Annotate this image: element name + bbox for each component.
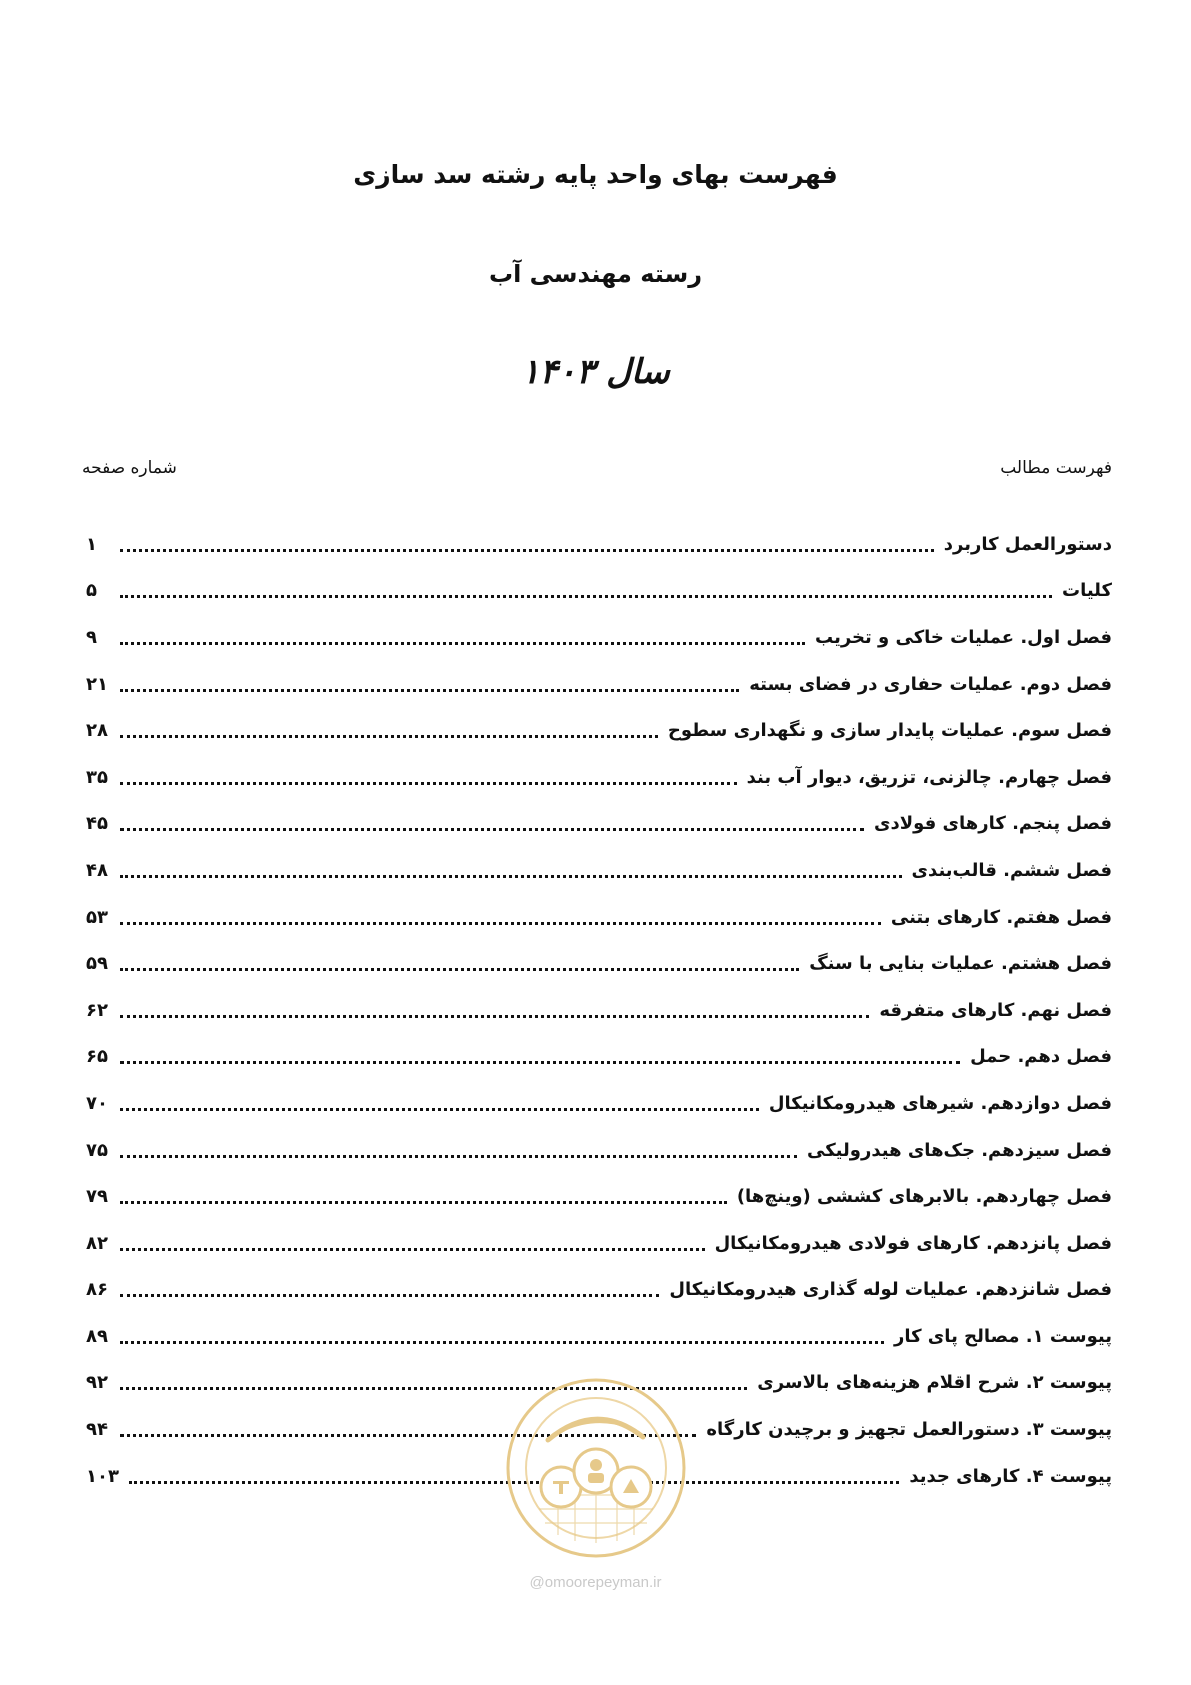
toc-entry-page: ۱: [86, 533, 97, 555]
toc-entry-label: فصل چهاردهم. بالابرهای کششی (وینچ‌ها): [736, 1186, 1112, 1208]
toc-list: [86, 521, 1112, 1499]
toc-entry-label: فصل هفتم. کارهای بتنی: [890, 906, 1112, 928]
toc-entry-leader: [120, 735, 658, 738]
toc-entry-leader: [120, 968, 799, 971]
toc-entry-page: ۷۹: [86, 1186, 108, 1208]
toc-entry-page: ۷۵: [86, 1139, 108, 1161]
toc-entry: [86, 1267, 1112, 1314]
toc-entry-leader: [120, 642, 805, 645]
toc-entry-label: فصل دوازدهم. شیرهای هیدرومکانیکال: [768, 1092, 1112, 1114]
toc-entry-leader: [120, 922, 881, 925]
toc-entry-label: پیوست ۴. کارهای جدید: [909, 1465, 1112, 1487]
watermark-url: @omoorepeyman.ir: [529, 1574, 662, 1591]
toc-header: [82, 458, 1112, 488]
toc-entry-page: ۴۸: [86, 859, 108, 881]
toc-entry-label: فصل پنجم. کارهای فولادی: [874, 813, 1112, 835]
toc-header-title: فهرست مطالب: [1000, 458, 1112, 478]
toc-entry-leader: [120, 1341, 884, 1344]
toc-entry: [86, 894, 1112, 941]
toc-entry-label: فصل سوم. عملیات پایدار سازی و نگهداری سطوح: [667, 720, 1112, 742]
toc-entry-page: ۵۳: [86, 906, 108, 928]
toc-entry: [86, 1127, 1112, 1174]
toc-entry-page: ۲۸: [86, 720, 108, 742]
toc-entry: [86, 614, 1112, 661]
toc-entry-page: ۲۱: [86, 673, 108, 695]
toc-entry-page: ۹: [86, 626, 97, 648]
toc-entry: [86, 1220, 1112, 1267]
toc-entry: [86, 661, 1112, 708]
toc-entry-label: فصل چهارم. چالزنی، تزریق، دیوار آب بند: [746, 766, 1112, 788]
toc-entry-page: ۵۹: [86, 953, 108, 975]
toc-entry: [86, 1080, 1112, 1127]
toc-entry-leader: [120, 1294, 659, 1297]
document-title: فهرست بهای واحد پایه رشته سد سازی: [353, 160, 838, 189]
toc-entry-page: ۸۶: [86, 1279, 108, 1301]
toc-entry: [86, 568, 1112, 615]
toc-entry: [86, 847, 1112, 894]
document-subtitle: رسته مهندسی آب: [488, 260, 703, 288]
toc-entry-page: ۸۹: [86, 1325, 108, 1347]
toc-entry-label: کلیات: [1061, 580, 1112, 602]
toc-entry-leader: [120, 1248, 705, 1251]
toc-entry-leader: [120, 1155, 797, 1158]
toc-entry-label: فصل شانزدهم. عملیات لوله گذاری هیدرومکانیکال: [669, 1279, 1112, 1301]
toc-entry-page: ۵: [86, 580, 97, 602]
toc-entry-label: فصل سیزدهم. جک‌های هیدرولیکی: [806, 1139, 1112, 1161]
toc-entry-leader: [120, 595, 1052, 598]
toc-entry-label: فصل پانزدهم. کارهای فولادی هیدرومکانیکال: [714, 1232, 1112, 1254]
toc-entry-leader: [120, 549, 934, 552]
toc-entry-label: فصل دوم. عملیات حفاری در فضای بسته: [749, 673, 1112, 695]
toc-entry-label: فصل نهم. کارهای متفرقه: [879, 999, 1112, 1021]
toc-entry-leader: [120, 1015, 869, 1018]
toc-entry-page: ۸۲: [86, 1232, 108, 1254]
toc-entry-page: ۷۰: [86, 1092, 108, 1114]
toc-header-page: شماره صفحه: [82, 458, 177, 478]
toc-entry: [86, 521, 1112, 568]
toc-entry-page: ۳۵: [86, 766, 108, 788]
toc-entry-leader: [120, 1061, 960, 1064]
toc-entry: [86, 987, 1112, 1034]
toc-entry-label: پیوست ۱. مصالح پای کار: [893, 1325, 1112, 1347]
toc-entry-label: پیوست ۲. شرح اقلام هزینه‌های بالاسری: [757, 1372, 1112, 1394]
toc-entry-leader: [120, 875, 902, 878]
toc-entry-leader: [120, 1108, 759, 1111]
toc-entry: [86, 707, 1112, 754]
toc-entry-label: فصل دهم. حمل: [970, 1046, 1112, 1068]
toc-entry: [86, 1173, 1112, 1220]
toc-entry: [86, 754, 1112, 801]
toc-entry-page: ۹۲: [86, 1372, 108, 1394]
toc-entry-page: ۹۴: [86, 1419, 108, 1441]
toc-entry-leader: [120, 689, 739, 692]
toc-entry-label: پیوست ۳. دستورالعمل تجهیز و برچیدن کارگاه: [706, 1419, 1112, 1441]
toc-entry-label: دستورالعمل کاربرد: [943, 533, 1112, 555]
toc-entry-leader: [120, 1201, 727, 1204]
toc-entry: [86, 1034, 1112, 1081]
toc-entry: [86, 1313, 1112, 1360]
document-year: سال ۱۴۰۳: [521, 352, 670, 392]
toc-entry-leader: [120, 828, 864, 831]
toc-entry-label: فصل هشتم. عملیات بنایی با سنگ: [809, 953, 1112, 975]
toc-entry: [86, 801, 1112, 848]
toc-entry: [86, 940, 1112, 987]
toc-entry-label: فصل ششم. قالب‌بندی: [911, 859, 1112, 881]
toc-entry-page: ۴۵: [86, 813, 108, 835]
toc-entry-page: ۶۲: [86, 999, 108, 1021]
toc-entry-leader: [120, 782, 737, 785]
toc-entry-page: ۱۰۳: [86, 1465, 119, 1487]
toc-entry-label: فصل اول. عملیات خاکی و تخریب: [815, 626, 1112, 648]
toc-entry-page: ۶۵: [86, 1046, 108, 1068]
watermark-seal-icon: [503, 1375, 689, 1561]
